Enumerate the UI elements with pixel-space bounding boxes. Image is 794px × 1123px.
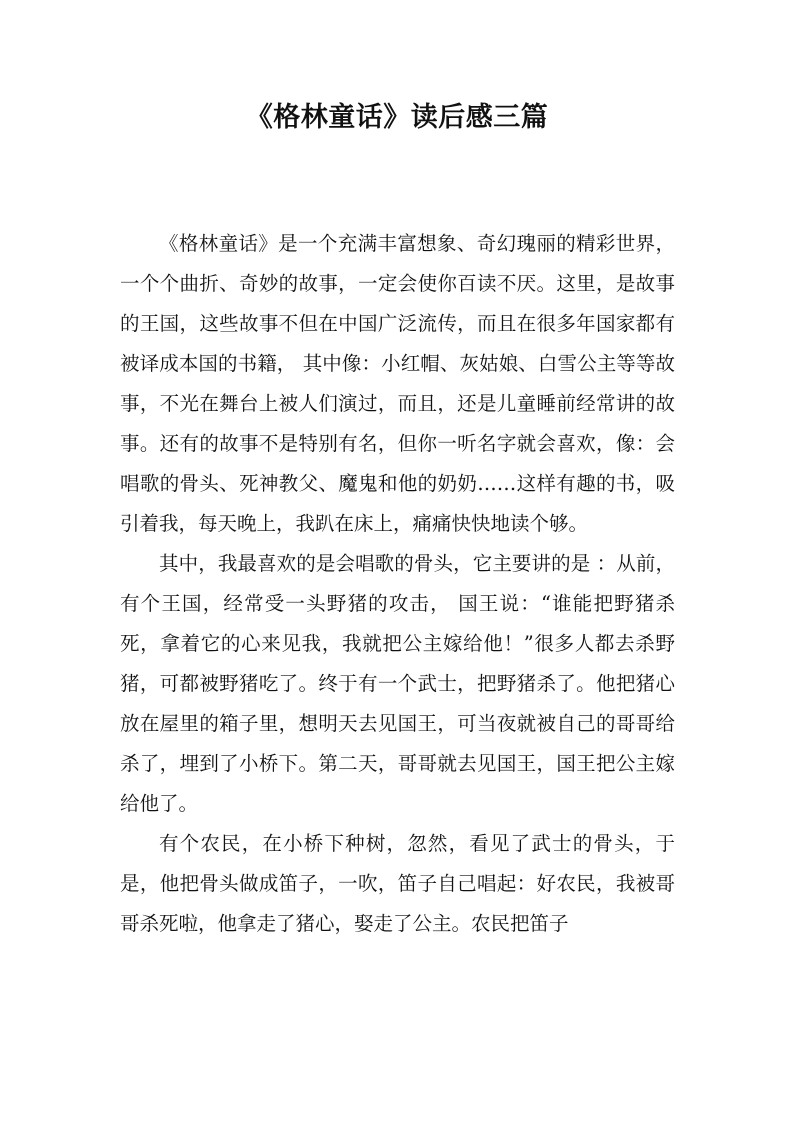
paragraph-1: 《格林童话》是一个充满丰富想象、奇幻瑰丽的精彩世界，一个个曲折、奇妙的故事，一定会使你百读不厌。这里，是故事的王国，这些故事不但在中国广泛流传，而且在很多年国家都有被译成本国的书籍， 其中像：小红帽、灰姑娘、白雪公主等等故事，不光在舞台上被人们演过，而且，还是儿童睡前经常讲的故事。还有的故事不是特别有名，但你一听名字就会喜欢，像：会唱歌的骨头、死神教父、魔鬼和他的奶奶……这样有趣的书，吸引着我，每天晚上，我趴在床上，痛痛快快地读个够。 [120, 232, 675, 535]
paragraph-3: 有个农民，在小桥下种树，忽然，看见了武士的骨头，于是，他把骨头做成笛子，一吹，笛子自己唱起：好农民，我被哥哥杀死啦，他拿走了猪心，娶走了公主。农民把笛子 [120, 832, 675, 935]
document-body [120, 224, 675, 944]
paragraph-2: 其中，我最喜欢的是会唱歌的骨头，它主要讲的是 ：从前，有个王国，经常受一头野猪的攻击， 国王说：“谁能把野猪杀死，拿着它的心来见我，我就把公主嫁给他！”很多人都去杀野猪，可都被野猪吃了。终于有一个武士，把野猪杀了。他把猪心放在屋里的箱子里，想明天去见国王，可当夜就被自己的哥哥给杀了，埋到了小桥下。第二天，哥哥就去见国王，国王把公主嫁给他了。 [120, 552, 675, 815]
document-title: 《格林童话》读后感三篇 [245, 102, 549, 133]
